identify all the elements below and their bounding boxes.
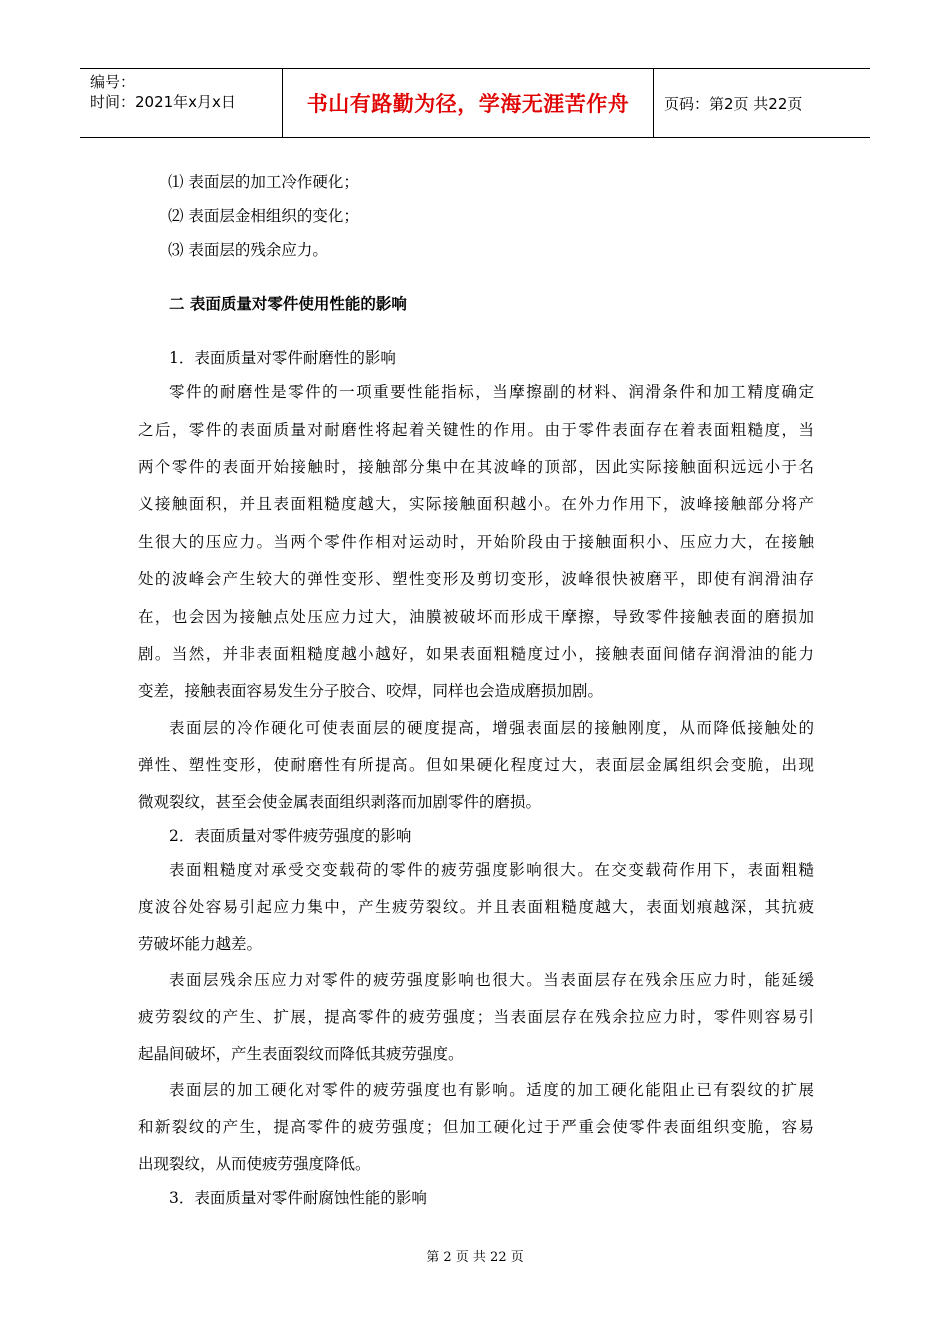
paragraph-line: 零件的耐磨性是零件的一项重要性能指标，当摩擦副的材料、润滑条件和加工精度确定 <box>169 383 814 401</box>
paragraph-line: 微观裂纹，甚至会使金属表面组织剥落而加剧零件的磨损。 <box>138 793 542 811</box>
paragraph-line: 处的波峰会产生较大的弹性变形、塑性变形及剪切变形，波峰很快被磨平，即使有润滑油存 <box>138 570 814 588</box>
paragraph-line: 表面层的冷作硬化可使表面层的硬度提高，增强表面层的接触刚度，从而降低接触处的 <box>169 719 814 737</box>
paragraph-line: 两个零件的表面开始接触时，接触部分集中在其波峰的顶部，因此实际接触面积远远小于名 <box>138 458 814 476</box>
paragraph-line: 剧。当然，并非表面粗糙度越小越好，如果表面粗糙度过小，接触表面间储存润滑油的能力 <box>138 645 814 663</box>
list-item: ⑵ 表面层金相组织的变化； <box>168 207 359 225</box>
paragraph-line: 起晶间破坏，产生表面裂纹而降低其疲劳强度。 <box>138 1045 464 1063</box>
page-header <box>80 68 870 138</box>
number-label: 编号： <box>90 73 136 91</box>
paragraph-line: 疲劳裂纹的产生、扩展，提高零件的疲劳强度；当表面层存在残余拉应力时，零件则容易引 <box>138 1008 814 1026</box>
paragraph-line: 在，也会因为接触点处压应力过大，油膜被破坏而形成干摩擦，导致零件接触表面的磨损加 <box>138 608 814 626</box>
motto: 书山有路勤为径，学海无涯苦作舟 <box>306 92 630 116</box>
list-item: ⑴ 表面层的加工冷作硬化； <box>168 173 359 191</box>
paragraph-line: 生很大的压应力。当两个零件作相对运动时，开始阶段由于接触面积小、压应力大，在接触 <box>138 533 814 551</box>
subheading-fatigue: 2．表面质量对零件疲劳强度的影响 <box>169 827 412 845</box>
header-page-info-cell <box>654 69 870 137</box>
paragraph-line: 表面层残余压应力对零件的疲劳强度影响也很大。当表面层存在残余压应力时，能延缓 <box>169 971 814 989</box>
paragraph-line: 之后，零件的表面质量对耐磨性将起着关键性的作用。由于零件表面存在着表面粗糙度，当 <box>138 421 814 439</box>
paragraph-line: 表面粗糙度对承受交变载荷的零件的疲劳强度影响很大。在交变载荷作用下，表面粗糙 <box>169 861 814 879</box>
paragraph-line: 和新裂纹的产生，提高零件的疲劳强度；但加工硬化过于严重会使零件表面组织变脆，容易 <box>138 1118 814 1136</box>
section-heading: 二 表面质量对零件使用性能的影响 <box>169 295 407 313</box>
list-item: ⑶ 表面层的残余应力。 <box>168 241 328 259</box>
paragraph-line: 出现裂纹，从而使疲劳强度降低。 <box>138 1155 371 1173</box>
paragraph-line: 劳破坏能力越差。 <box>138 935 263 953</box>
date-label: 时间：2021年x月x日 <box>90 93 236 111</box>
page-info: 页码：第2页 共22页 <box>664 94 803 113</box>
paragraph-line: 表面层的加工硬化对零件的疲劳强度也有影响。适度的加工硬化能阻止已有裂纹的扩展 <box>169 1081 814 1099</box>
paragraph-line: 变差，接触表面容易发生分子胶合、咬焊，同样也会造成磨损加剧。 <box>138 682 604 700</box>
page-footer: 第 2 页 共 22 页 <box>426 1250 524 1265</box>
subheading-wear: 1．表面质量对零件耐磨性的影响 <box>169 349 396 367</box>
subheading-corrosion: 3．表面质量对零件耐腐蚀性能的影响 <box>169 1189 427 1207</box>
paragraph-line: 弹性、塑性变形，使耐磨性有所提高。但如果硬化程度过大，表面层金属组织会变脆，出现 <box>138 756 814 774</box>
header-meta <box>80 69 282 137</box>
paragraph-line: 度波谷处容易引起应力集中，产生疲劳裂纹。并且表面粗糙度越大，表面划痕越深，其抗疲 <box>138 898 814 916</box>
paragraph-line: 义接触面积，并且表面粗糙度越大，实际接触面积越小。在外力作用下，波峰接触部分将产 <box>138 495 814 513</box>
header-motto-cell <box>282 69 654 137</box>
